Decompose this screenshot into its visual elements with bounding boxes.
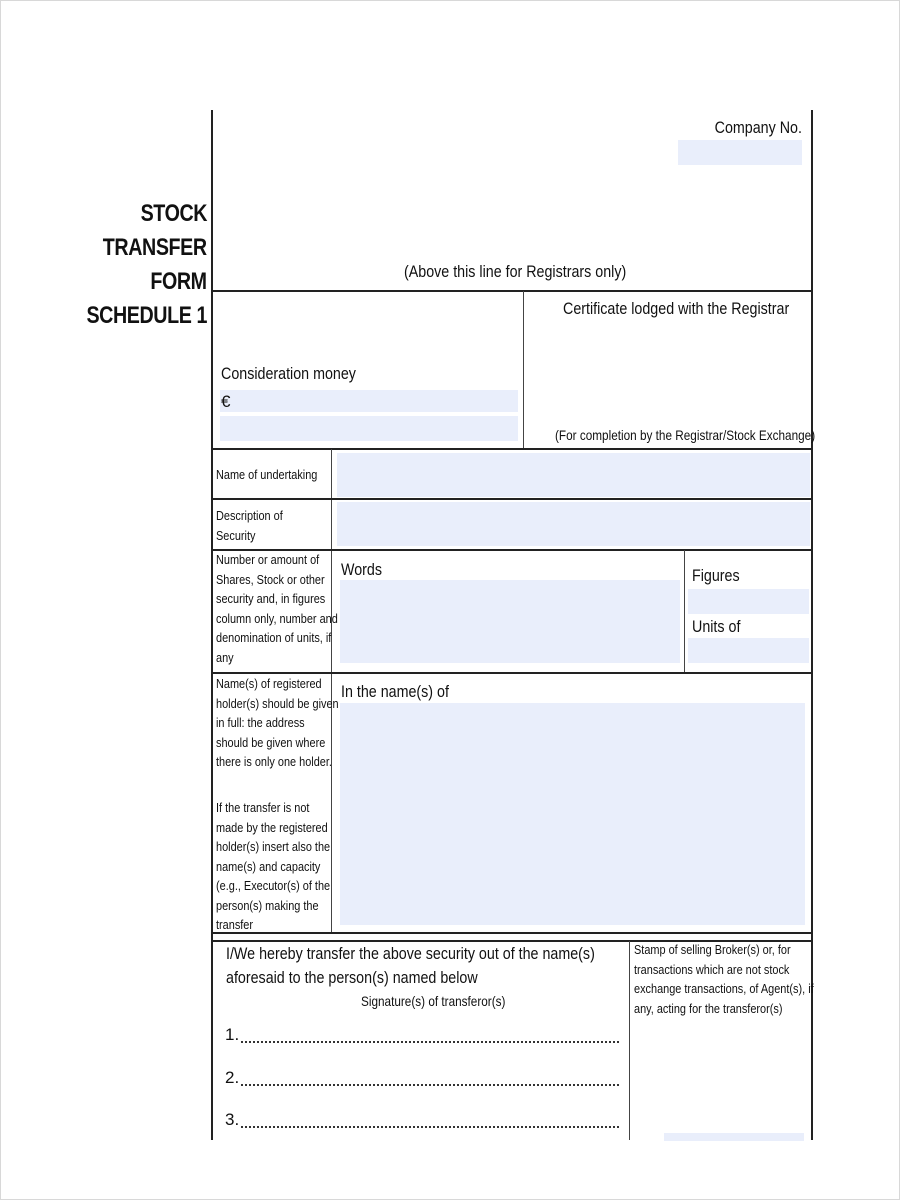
consideration-bottom-line bbox=[211, 448, 813, 450]
consideration-amount-field[interactable] bbox=[220, 390, 518, 412]
stamp-divider bbox=[629, 941, 630, 1140]
company-no-field[interactable] bbox=[678, 140, 802, 165]
holders-bottom-line bbox=[211, 932, 813, 934]
company-no-label: Company No. bbox=[714, 118, 802, 137]
declaration-line-2: aforesaid to the person(s) named below bbox=[226, 968, 478, 987]
undertaking-field[interactable] bbox=[337, 453, 810, 497]
consideration-extra-field[interactable] bbox=[220, 416, 518, 441]
number-label: Number or amount of Shares, Stock or other security and, in figures column only, number and denomination of units, if any bbox=[216, 552, 338, 665]
stamp-note: Stamp of selling Broker(s) or, for transactions which are not stock exchange transactions, of Agent(s), if any, acting for the transferor(s) bbox=[634, 942, 814, 1016]
figures-divider bbox=[684, 550, 685, 672]
figures-field[interactable] bbox=[688, 589, 809, 614]
form-title-line-2: TRANSFER bbox=[103, 234, 207, 261]
certificate-label: Certificate lodged with the Registrar bbox=[563, 299, 790, 318]
stamp-field[interactable] bbox=[664, 1133, 804, 1141]
consideration-label: Consideration money bbox=[221, 364, 356, 383]
signature-line-3[interactable] bbox=[241, 1126, 619, 1128]
signature-number-1: 1. bbox=[225, 1025, 240, 1044]
signature-label: Signature(s) of transferor(s) bbox=[361, 993, 506, 1009]
registrar-divider bbox=[211, 290, 813, 292]
description-label-2: Security bbox=[216, 528, 256, 543]
description-label-1: Description of bbox=[216, 508, 283, 523]
declaration-line-1: I/We hereby transfer the above security out of the name(s) bbox=[226, 944, 595, 963]
consideration-divider bbox=[523, 291, 524, 448]
signature-number-3: 3. bbox=[225, 1110, 240, 1129]
description-field[interactable] bbox=[337, 502, 810, 546]
units-field[interactable] bbox=[688, 638, 809, 663]
words-field[interactable] bbox=[340, 580, 680, 663]
in-names-label: In the name(s) of bbox=[341, 682, 449, 701]
units-label: Units of bbox=[692, 617, 741, 636]
holders-label: Name(s) of registered holder(s) should be given in full: the address should be given where there is only one holder. bbox=[216, 676, 339, 769]
transfer-note: If the transfer is not made by the registered holder(s) insert also the name(s) and capacity (e.g., Executor(s) of the person(s) making the transfer bbox=[216, 800, 331, 932]
words-label: Words bbox=[341, 560, 383, 579]
form-title-line-1: STOCK bbox=[140, 200, 207, 227]
holders-field[interactable] bbox=[340, 703, 805, 925]
signature-line-2[interactable] bbox=[241, 1084, 619, 1086]
undertaking-bottom-line bbox=[211, 498, 813, 500]
frame-right-line bbox=[811, 110, 813, 940]
declaration-left-line bbox=[211, 940, 213, 1140]
certificate-note: (For completion by the Registrar/Stock Exchange) bbox=[555, 427, 816, 443]
signature-number-2: 2. bbox=[225, 1068, 240, 1087]
euro-symbol: € bbox=[221, 392, 231, 411]
form-title-line-3: FORM bbox=[150, 268, 207, 295]
undertaking-label: Name of undertaking bbox=[216, 467, 318, 482]
figures-label: Figures bbox=[692, 566, 740, 585]
form-title-line-4: SCHEDULE 1 bbox=[86, 302, 207, 329]
signature-line-1[interactable] bbox=[241, 1041, 619, 1043]
frame-left-line bbox=[211, 110, 213, 940]
registrar-only-note: (Above this line for Registrars only) bbox=[404, 262, 627, 281]
